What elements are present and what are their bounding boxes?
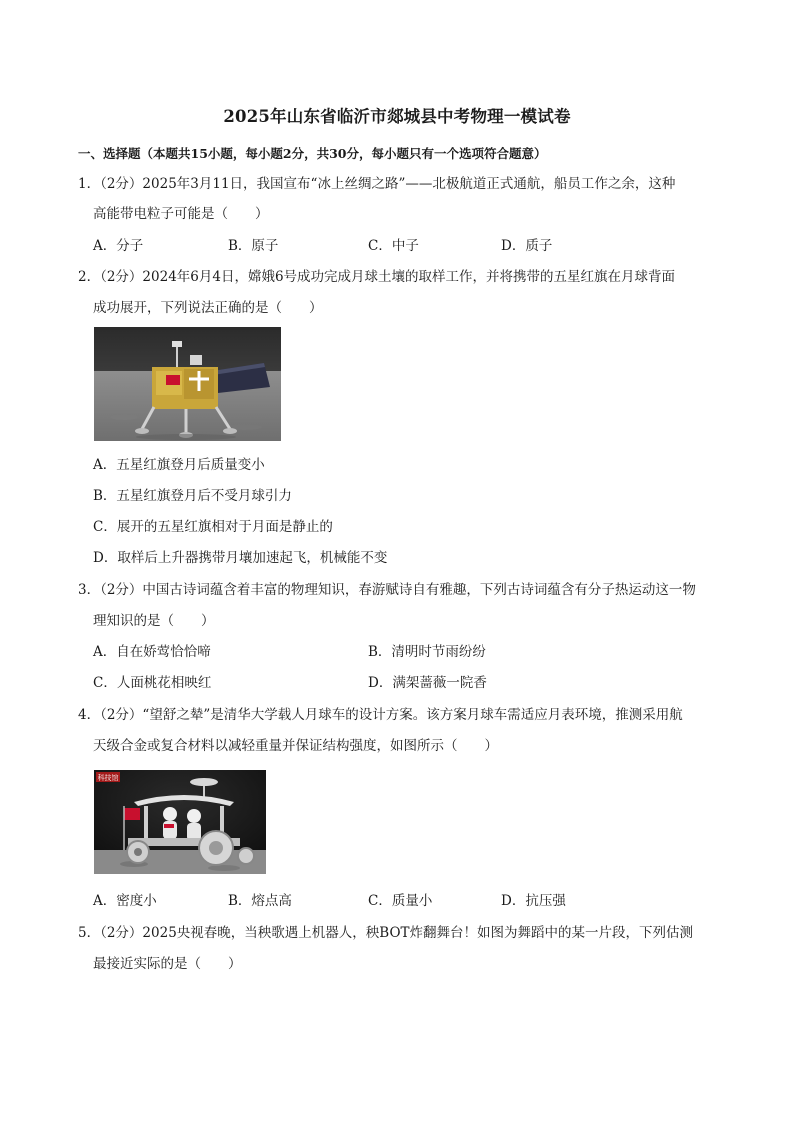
question-2-line-1: 2．（2分）2024年6月4日，嫦娥6号成功完成月球土壤的取样工作，并将携带的五星红旗在月球背面 (78, 269, 676, 285)
q2-option-d: D．取样后上升器携带月壤加速起飞，机械能不变 (93, 550, 388, 566)
q4-option-d: D．抗压强 (501, 893, 566, 909)
question-1-line-2: 高能带电粒子可能是（ ） (93, 206, 269, 222)
q2-option-a: A．五星红旗登月后质量变小 (93, 457, 265, 473)
q3-option-b: B．清明时节雨纷纷 (368, 644, 486, 660)
q1-option-b: B．原子 (228, 238, 279, 254)
question-4-line-2: 天级合金或复合材料以减轻重量并保证结构强度，如图所示（ ） (93, 738, 498, 754)
question-3-line-2: 理知识的是（ ） (93, 613, 215, 629)
question-2-line-2: 成功展开，下列说法正确的是（ ） (93, 300, 323, 316)
lunar-lander-image (94, 327, 281, 441)
q2-option-b: B．五星红旗登月后不受月球引力 (93, 488, 292, 504)
figure-4-caption: 科技馆 (97, 774, 119, 782)
question-3-line-1: 3．（2分）中国古诗词蕴含着丰富的物理知识，春游赋诗自有雅趣，下列古诗词蕴含有分子热运动这一物 (78, 582, 696, 598)
question-1-line-1: 1．（2分）2025年3月11日，我国宣布“冰上丝绸之路”——北极航道正式通航，船员工作之余，这种 (78, 176, 676, 192)
question-5-line-1: 5．（2分）2025央视春晚，当秧歌遇上机器人，秧BOT炸翻舞台！如图为舞蹈中的某一片段，下列估测 (78, 925, 694, 941)
q3-option-a: A．自在娇莺恰恰啼 (93, 644, 211, 660)
question-4-line-1: 4．（2分）“望舒之辇”是清华大学载人月球车的设计方案。该方案月球车需适应月表环境，推测采用航 (78, 707, 683, 723)
q4-option-c: C．质量小 (368, 893, 433, 909)
question-5-line-2: 最接近实际的是（ ） (93, 956, 242, 972)
q4-option-a: A．密度小 (93, 893, 157, 909)
q4-option-b: B．熔点高 (228, 893, 292, 909)
section-heading: 一、选择题（本题共15小题，每小题2分，共30分，每小题只有一个选项符合题意） (78, 146, 547, 161)
q3-option-d: D．满架蔷薇一院香 (368, 675, 487, 691)
q1-option-d: D．质子 (501, 238, 553, 254)
q1-option-a: A．分子 (93, 238, 144, 254)
q1-option-c: C．中子 (368, 238, 419, 254)
page-title: 2025年山东省临沂市郯城县中考物理一模试卷 (223, 107, 571, 126)
q3-option-c: C．人面桃花相映红 (93, 675, 212, 691)
lunar-rover-image (94, 770, 266, 874)
q2-option-c: C．展开的五星红旗相对于月面是静止的 (93, 519, 333, 535)
